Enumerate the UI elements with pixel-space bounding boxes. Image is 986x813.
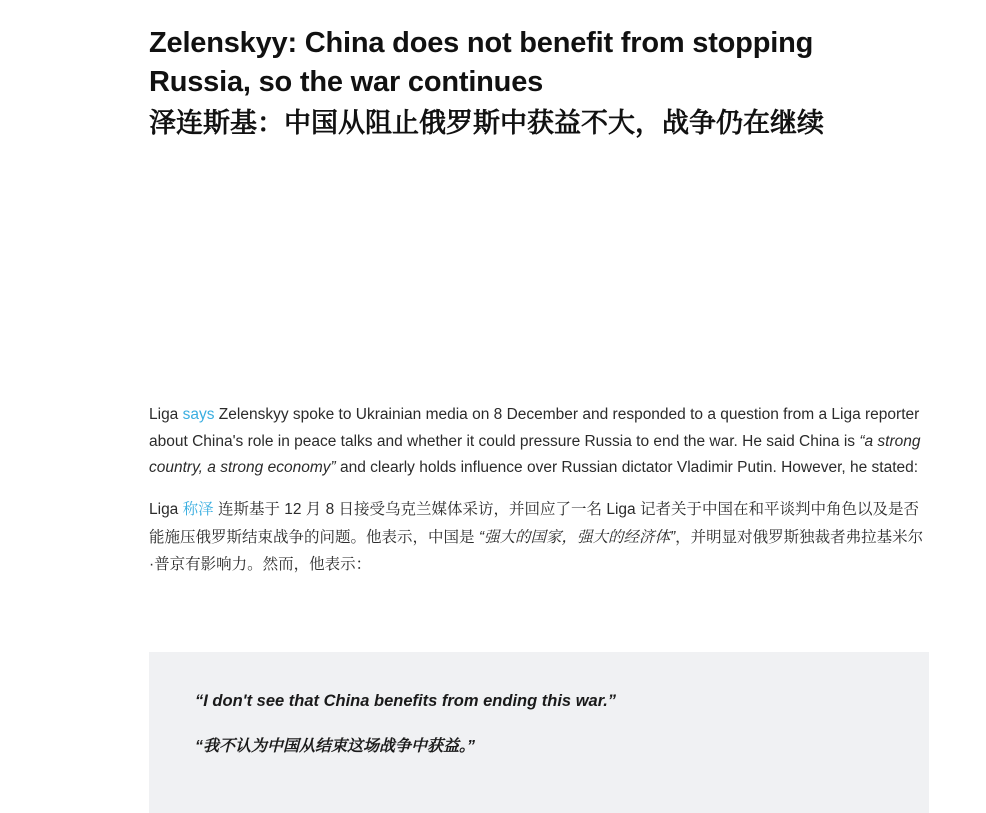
source-label-en: Liga [149,406,179,423]
pull-quote-box [149,652,929,813]
lead-text-after-quote-zh: ，并明显对俄罗斯独裁者弗拉基米尔·普京有影响力。然而，他表示： [149,528,924,574]
article-body [149,402,927,579]
page-title-translation: 泽连斯基：中国从阻止俄罗斯中获益不大，战争仍在继续 [149,108,824,139]
inline-quote-en: “a strong country, a strong economy” [149,432,921,477]
lead-text-before-quote-zh: 连斯基于 12 月 8 日接受乌克兰媒体采访，并回应了一名 Liga 记者关于中国在和平谈判中角色以及是否能施压俄罗斯结束战争的问题。他表示，中国是 [149,500,919,546]
headline-block [149,0,919,142]
lead-paragraph-en [149,402,927,482]
lead-paragraph-zh [149,496,927,579]
page-title: Zelenskyy: China does not benefit from stopping Russia, so the war continues [149,27,814,98]
source-link-en[interactable]: says [182,406,215,423]
pull-quote-en: “I don't see that China benefits from ending this war.” [195,692,617,710]
source-link-zh[interactable]: 称泽 [182,500,214,518]
lead-text-before-quote-en: Zelenskyy spoke to Ukrainian media on 8 December and responded to a question from a Liga reporter about China's role in peace talks and whether it could pressure Russia to end the war. He said China is [149,406,920,450]
inline-quote-zh: “强大的国家，强大的经济体” [478,528,676,546]
pull-quote-zh: “我不认为中国从结束这场战争中获益。” [195,738,476,756]
lead-text-after-quote-en: and clearly holds influence over Russian dictator Vladimir Putin. However, he stated: [335,459,919,477]
source-label-zh: Liga [149,500,179,518]
